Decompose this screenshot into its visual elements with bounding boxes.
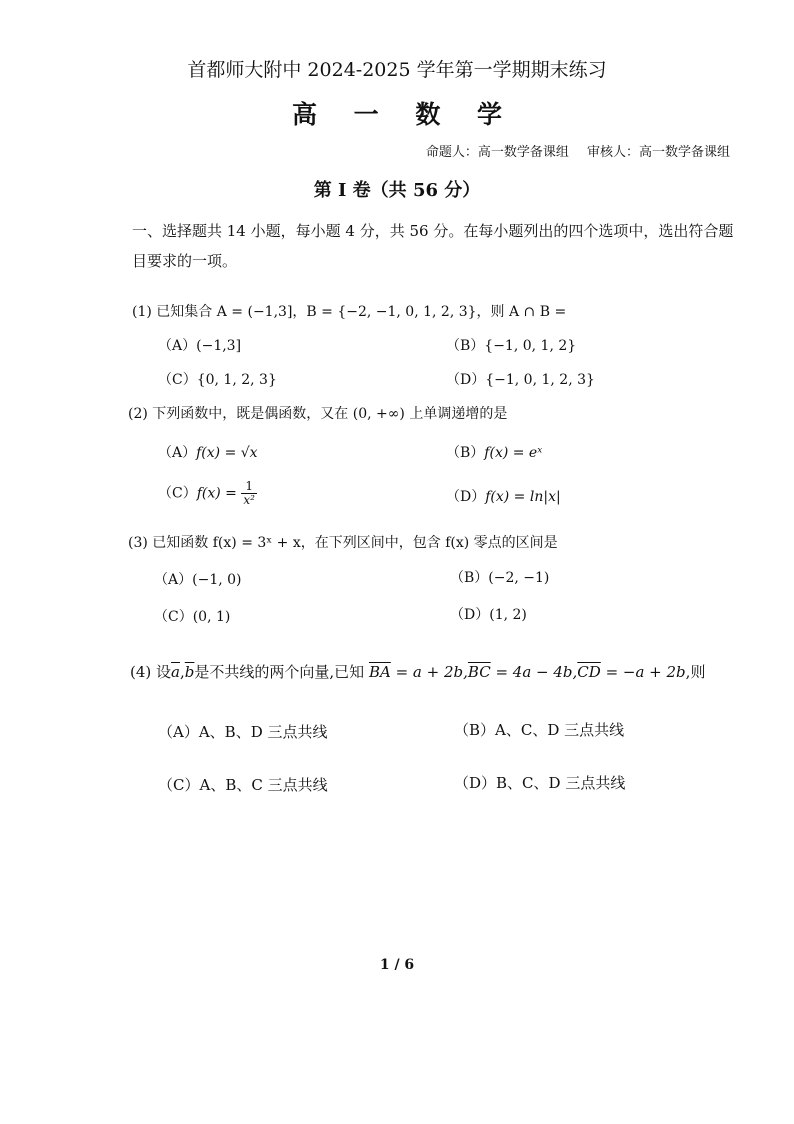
vector-b: $\overline{b}$ [184,663,195,681]
option-d [446,369,595,389]
option-text: f(x) = [196,485,237,502]
vector-cd-expr: = −a + 2b [600,663,686,681]
option-label: （C） [158,485,197,502]
question-stem: 下列函数中，既是偶函数，又在 (0, +∞) 上单调递增的是 [152,406,508,422]
option-c [154,606,230,626]
option-label: （C） [158,372,197,388]
option-c [158,369,277,389]
option-label: （D） [454,774,497,792]
question-3 [128,532,558,552]
option-text: (−1,3] [196,338,242,354]
option-text: (−2, −1) [488,570,550,586]
option-text: A、C、D 三点共线 [495,721,625,739]
option-text: (0, 1) [192,609,231,625]
option-b [450,567,549,587]
option-label: （B） [446,338,485,354]
subject-title: 高 一 数 学 [291,100,517,129]
section-instruction: 一、选择题共 14 小题，每小题 4 分，共 56 分。在每小题列出的四个选项中，选出符合题目要求的一项。 [132,222,734,270]
option-b [446,335,576,355]
vector-a: $\overline{a}$ [171,663,180,681]
option-text: f(x) = eˣ [484,445,543,461]
option-d [446,486,561,506]
option-a [158,442,258,462]
question-stem-pre: 设 [156,663,172,681]
option-text: B、C、D 三点共线 [496,774,626,792]
option-a [158,335,241,355]
option-label: （C） [154,609,193,625]
option-text: (−1, 0) [192,572,242,588]
school-title: 首都师大附中 2024-2025 学年第一学期期末练习 [187,59,607,81]
option-text: {−1, 0, 1, 2, 3} [485,372,595,388]
question-number: (4) [130,663,152,681]
option-label: （A） [158,445,197,461]
option-b [454,719,624,740]
fraction-denominator: x² [243,493,255,507]
option-text: f(x) = ln|x| [485,489,561,505]
option-text: (1, 2) [489,607,527,623]
option-label: （B） [450,570,489,586]
option-label: （D） [446,489,486,505]
vector-cd: $\overline{CD}$ [577,663,601,681]
reviewer-label: 审核人：高一数学备课组 [586,145,730,160]
question-stem: 已知集合 A = (−1,3]，B = {−2, −1, 0, 1, 2, 3}，则 A ∩ B = [156,304,567,320]
question-number: (2) [128,406,148,422]
setter-label: 命题人：高一数学备课组 [425,145,569,160]
option-c [158,774,328,795]
option-label: （A） [158,338,197,354]
option-label: （D） [446,372,486,388]
volume-title: 第 I 卷（共 56 分） [313,180,481,201]
option-d [450,604,527,624]
option-a [158,721,328,742]
option-b [446,442,542,462]
option-label: （C） [158,776,200,794]
option-text: {−1, 0, 1, 2} [484,338,577,354]
fraction-numerator: 1 [241,480,257,494]
question-number: (3) [128,535,148,551]
option-d [454,772,625,793]
vector-ba: $\overline{BA}$ [368,663,391,681]
option-text: {0, 1, 2, 3} [196,372,277,388]
vector-ba-expr: = a + 2b, [390,663,468,681]
fraction [241,480,257,507]
option-label: （A） [154,572,193,588]
question-stem-post: ,则 [685,663,706,681]
vector-bc-expr: = 4a − 4b, [490,663,578,681]
option-a [154,569,242,589]
option-text: A、B、C 三点共线 [199,776,328,794]
option-label: （B） [454,721,496,739]
question-4: (4) 设$\overline{a},\overline{b}$是不共线的两个向量,已知 $\overline{BA} = a + 2b,\overline{BC} = 4a - 4b,\overline{CD} = -a + 2b$,则 [130,663,706,681]
question-number: (1) [132,304,152,320]
vector-bc: $\overline{BC}$ [467,663,491,681]
question-1 [132,301,566,321]
author-line [412,141,730,160]
question-stem-mid: 是不共线的两个向量,已知 [194,663,365,681]
question-stem: 已知函数 f(x) = 3ˣ + x，在下列区间中，包含 f(x) 零点的区间是 [152,535,558,551]
option-c [158,480,257,507]
option-label: （D） [450,607,490,623]
option-text: f(x) = √x [196,445,258,461]
option-label: （A） [158,723,199,741]
page-indicator: 1 / 6 [379,957,415,973]
option-text: A、B、D 三点共线 [198,723,328,741]
option-label: （B） [446,445,485,461]
question-2 [128,403,507,423]
